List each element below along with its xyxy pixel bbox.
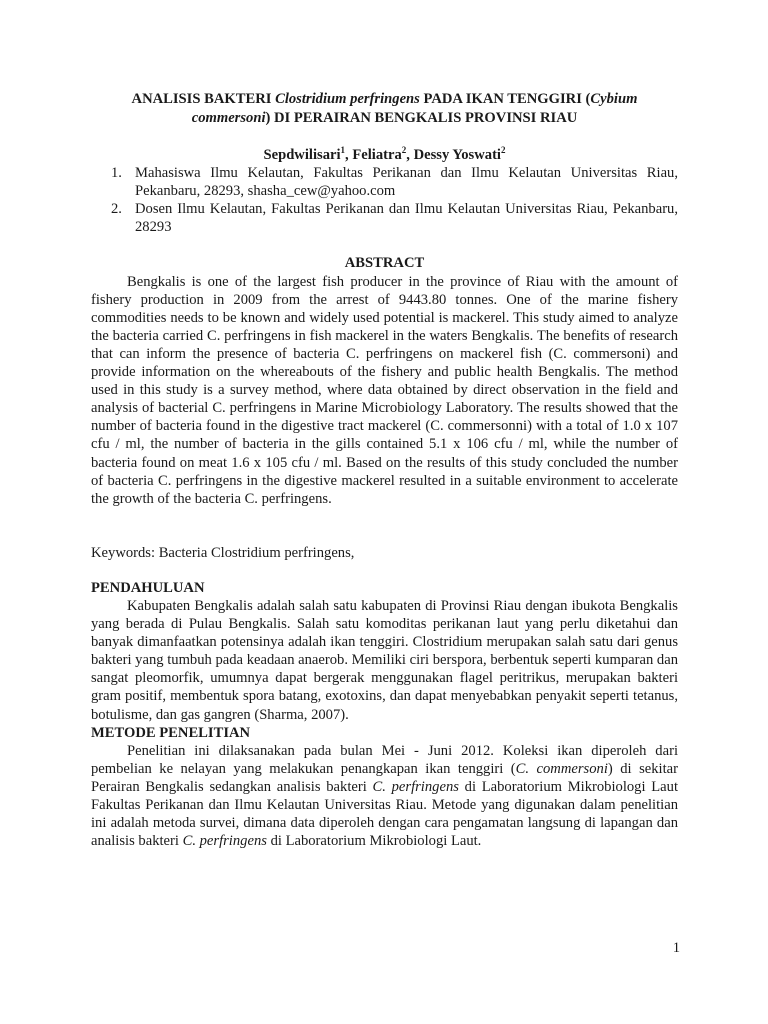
keywords: Keywords: Bacteria Clostridium perfringens,: [91, 544, 355, 561]
metode-body: [91, 742, 678, 851]
metode-text: di Laboratorium Mikrobiologi Laut Fakultas Perikanan dan Ilmu Kelautan Universitas Riau. Metode yang digunakan dalam penelitian ini adalah metoda survei, dimana data diperoleh dengan cara pengamatan langsung di lapangan dan analisis bakteri: [91, 778, 678, 850]
section-heading-pendahuluan: PENDAHULUAN: [91, 579, 205, 596]
affiliation-number: 2.: [111, 201, 122, 218]
author-affil-mark: 2: [501, 145, 506, 156]
metode-text: ) di sekitar Perairan Bengkalis sedangkan analisis bakteri: [91, 760, 678, 795]
title-species-1: Clostridium perfringens: [275, 91, 420, 107]
title-part-5: ) DI PERAIRAN BENGKALIS PROVINSI RIAU: [265, 110, 578, 126]
metode-text: di Laboratorium Mikrobiologi Laut.: [266, 833, 482, 850]
author-affil-mark: 2: [401, 145, 407, 156]
pendahuluan-body: Kabupaten Bengkalis adalah salah satu kabupaten di Provinsi Riau dengan ibukota Bengkalis yang berada di Pulau Bengkalis. Salah satu komoditas perikanan laut yang perlu diketahui dan banyak dimanfaatkan potensinya adalah ikan tenggiri. Clostridium merupakan salah satu dari genus bakteri yang tumbuh pada keadaan anaerob. Memiliki ciri berspora, berbentuk seperti kumparan dan sangat pleomorfik, umumnya dapat bergerak menggunakan flagel peritrikus, merupakan bakteri gram positif, membentuk spora batang, exotoxins, dan dapat menyebabkan penyakit seperti tetanus, botulisme, dan gas gangren (Sharma, 2007).: [91, 597, 678, 723]
abstract-heading: ABSTRACT: [344, 255, 425, 272]
title-species-2: Cybium commersoni: [191, 91, 638, 126]
affiliation-list: [91, 164, 678, 236]
metode-species: C. perfringens: [182, 833, 267, 850]
affiliation-item: [91, 164, 678, 200]
page-number: 1: [672, 940, 680, 956]
affiliation-item: [91, 200, 678, 236]
author-name: Dessy Yoswati: [413, 147, 501, 163]
author-name: Sepdwilisari: [263, 147, 341, 163]
author-list: [91, 146, 678, 164]
metode-species: C. commersoni: [515, 760, 608, 777]
title-part-1: ANALISIS BAKTERI: [131, 91, 276, 107]
title-part-3: PADA IKAN TENGGIRI (: [419, 91, 591, 107]
affiliation-text: Dosen Ilmu Kelautan, Fakultas Perikanan dan Ilmu Kelautan Universitas Riau, Pekanbaru, 28293: [135, 201, 678, 236]
section-heading-metode: METODE PENELITIAN: [91, 724, 251, 741]
metode-species: C. perfringens: [372, 778, 459, 795]
author-separator: ,: [345, 147, 353, 163]
author-separator: ,: [406, 147, 414, 163]
author-affil-mark: 1: [340, 145, 346, 156]
author-name: Feliatra: [352, 147, 402, 163]
affiliation-text: Mahasiswa Ilmu Kelautan, Fakultas Perikanan dan Ilmu Kelautan Universitas Riau, Pekanbaru, 28293, shasha_cew@yahoo.com: [135, 165, 678, 200]
paper-title: [91, 90, 678, 128]
affiliation-number: 1.: [111, 165, 122, 182]
metode-text: Penelitian ini dilaksanakan pada bulan Mei - Juni 2012. Koleksi ikan diperoleh dari pembelian ke nelayan yang melakukan penangkapan ikan tenggiri (: [91, 742, 678, 777]
abstract-body: Bengkalis is one of the largest fish producer in the province of Riau with the amount of fishery production in 2009 from the arrest of 9443.80 tonnes. One of the marine fishery commodities needs to be known and widely used potential is mackerel. This study aimed to analyze the bacteria carried C. perfringens in fish mackerel in the waters Bengkalis. The benefits of research that can inform the presence of bacteria C. perfringens on mackerel fish (C. commersoni) and provide information on the whereabouts of the fishery and public health Bengkalis. The method used in this study is a survey method, where data obtained by direct observation in the field and analysis of bacterial C. perfringens in Marine Microbiology Laboratory. The results showed that the number of bacteria found in the digestive tract mackerel (C. commersonni) with a total of 1.0 x 107 cfu / ml, the number of bacteria in the gills contained 5.1 x 106 cfu / ml, while the number of bacteria found on meat 1.6 x 105 cfu / ml. Based on the results of this study concluded the number of bacteria C. perfringens in the digestive mackerel resulted in a suitable environment to accelerate the growth of the bacteria C. perfringens.: [91, 273, 678, 507]
